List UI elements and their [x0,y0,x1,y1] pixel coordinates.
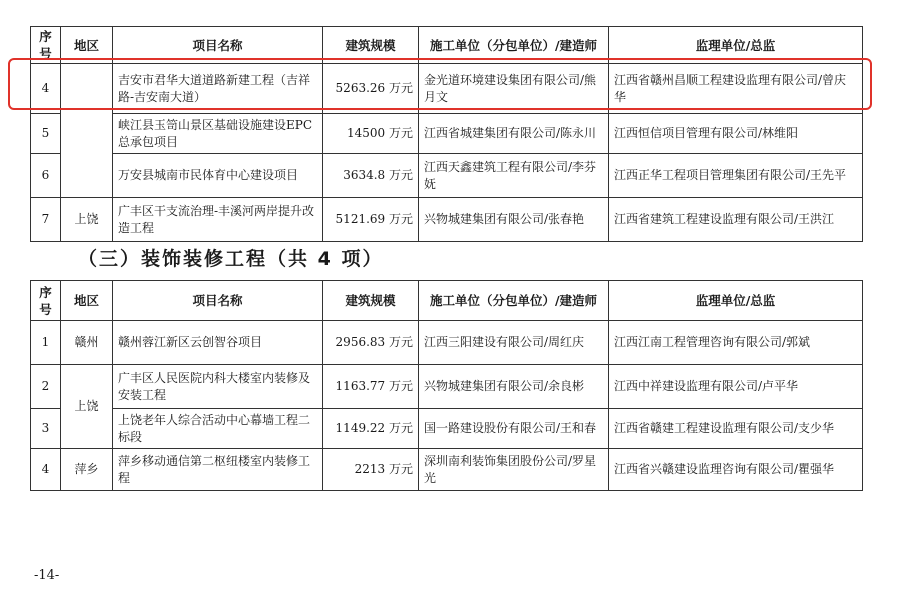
header-project: 项目名称 [113,281,323,321]
cell-region [61,64,113,198]
table-row [31,449,863,491]
project-table-1 [30,26,863,242]
cell-supervisor: 江西正华工程项目管理集团有限公司/王先平 [609,154,863,198]
table-row [31,365,863,409]
cell-builder: 国一路建设股份有限公司/王和春 [419,409,609,449]
cell-supervisor: 江西恒信项目管理有限公司/林维阳 [609,114,863,154]
project-table-2 [30,280,863,491]
page-number: -14- [34,568,60,583]
cell-project: 吉安市君华大道道路新建工程（吉祥路-吉安南大道） [113,64,323,114]
cell-supervisor: 江西省建筑工程建设监理有限公司/王洪江 [609,198,863,242]
cell-scale: 3634.8 万元 [323,154,419,198]
header-builder: 施工单位（分包单位）/建造师 [419,281,609,321]
cell-region: 上饶 [61,365,113,449]
cell-scale: 1149.22 万元 [323,409,419,449]
cell-builder: 江西三阳建设有限公司/周红庆 [419,321,609,365]
cell-builder: 金光道环境建设集团有限公司/熊月文 [419,64,609,114]
cell-region: 上饶 [61,198,113,242]
cell-builder: 江西天鑫建筑工程有限公司/李芬妩 [419,154,609,198]
cell-seq: 4 [31,64,61,114]
cell-builder: 江西省城建集团有限公司/陈永川 [419,114,609,154]
cell-seq: 6 [31,154,61,198]
cell-builder: 兴物城建集团有限公司/余良彬 [419,365,609,409]
cell-region: 赣州 [61,321,113,365]
cell-supervisor: 江西省兴赣建设监理咨询有限公司/瞿强华 [609,449,863,491]
cell-supervisor: 江西中祥建设监理有限公司/卢平华 [609,365,863,409]
cell-supervisor: 江西省赣建工程建设监理有限公司/支少华 [609,409,863,449]
cell-scale: 5263.26 万元 [323,64,419,114]
header-scale: 建筑规模 [323,281,419,321]
cell-seq: 7 [31,198,61,242]
table-row [31,154,863,198]
table-row [31,198,863,242]
header-supervisor: 监理单位/总监 [609,281,863,321]
header-project: 项目名称 [113,27,323,64]
cell-seq: 1 [31,321,61,365]
cell-scale: 14500 万元 [323,114,419,154]
table-row [31,114,863,154]
cell-scale: 2956.83 万元 [323,321,419,365]
cell-seq: 3 [31,409,61,449]
cell-scale: 2213 万元 [323,449,419,491]
cell-scale: 5121.69 万元 [323,198,419,242]
table-row [31,321,863,365]
cell-project: 上饶老年人综合活动中心幕墙工程二标段 [113,409,323,449]
cell-supervisor: 江西省赣州昌顺工程建设监理有限公司/曾庆华 [609,64,863,114]
header-region: 地区 [61,27,113,64]
cell-project: 峡江县玉笥山景区基础设施建设EPC总承包项目 [113,114,323,154]
cell-seq: 2 [31,365,61,409]
cell-project: 赣州蓉江新区云创智谷项目 [113,321,323,365]
cell-seq: 5 [31,114,61,154]
header-seq: 序号 [31,281,61,321]
table-header-row [31,27,863,64]
cell-builder: 兴物城建集团有限公司/张春艳 [419,198,609,242]
cell-builder: 深圳南利装饰集团股份公司/罗星光 [419,449,609,491]
header-supervisor: 监理单位/总监 [609,27,863,64]
cell-scale: 1163.77 万元 [323,365,419,409]
header-scale: 建筑规模 [323,27,419,64]
header-region: 地区 [61,281,113,321]
cell-region: 萍乡 [61,449,113,491]
header-seq: 序号 [31,27,61,64]
cell-seq: 4 [31,449,61,491]
table-row [31,409,863,449]
cell-project: 萍乡移动通信第二枢纽楼室内装修工程 [113,449,323,491]
cell-supervisor: 江西江南工程管理咨询有限公司/郭斌 [609,321,863,365]
table-row [31,64,863,114]
cell-project: 万安县城南市民体育中心建设项目 [113,154,323,198]
header-builder: 施工单位（分包单位）/建造师 [419,27,609,64]
section-title: （三）装饰装修工程（共 4 项） [78,248,384,270]
cell-project: 广丰区人民医院内科大楼室内装修及安装工程 [113,365,323,409]
cell-project: 广丰区干支流治理-丰溪河两岸提升改造工程 [113,198,323,242]
table-header-row [31,281,863,321]
